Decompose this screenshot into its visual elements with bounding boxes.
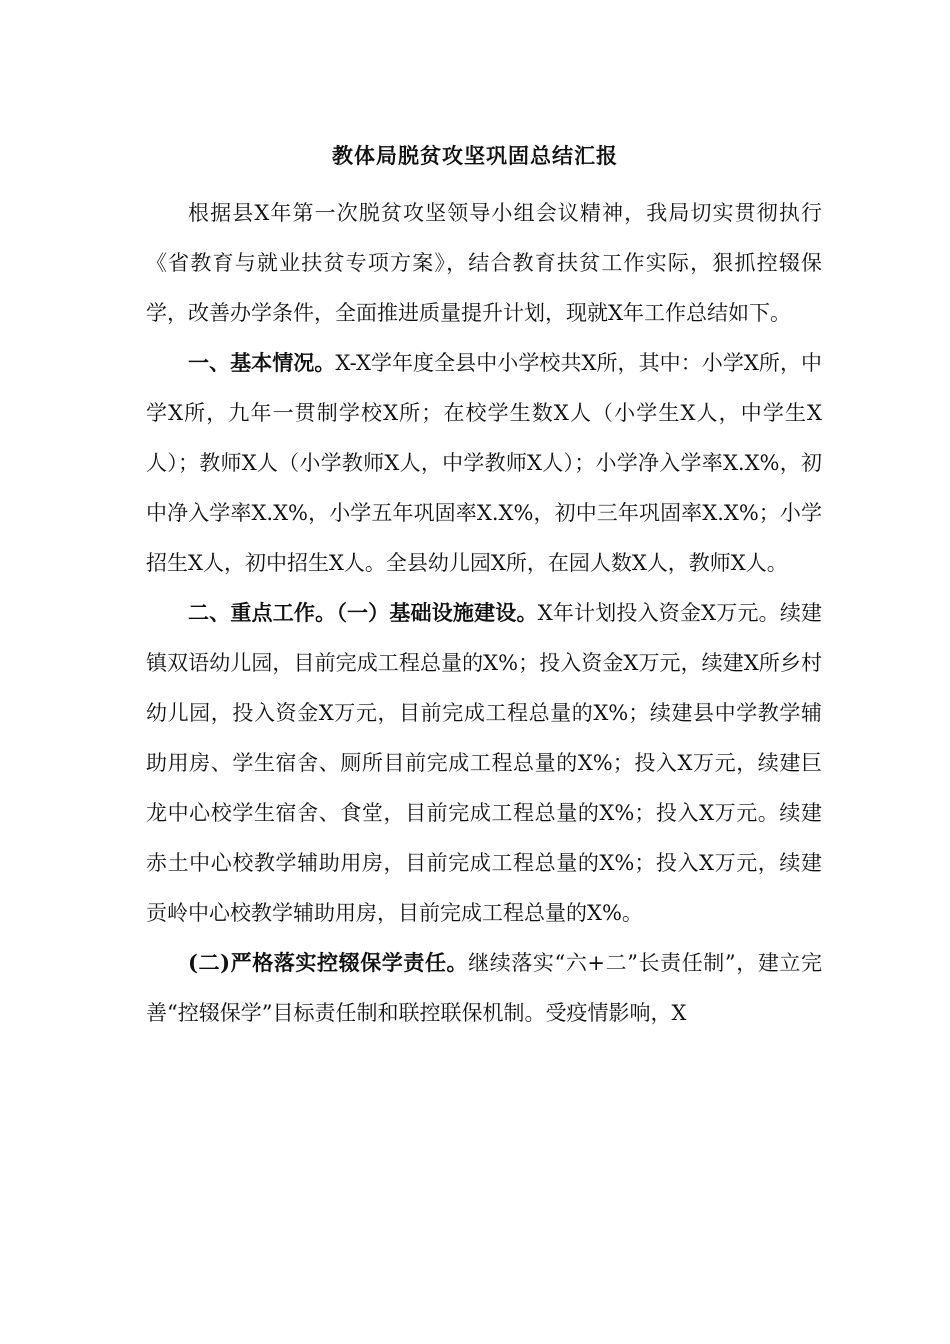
document-body	[146, 188, 822, 1038]
section2-sub2-paragraph	[146, 938, 822, 1038]
section2-sub1-text: X年计划投入资金X万元。续建镇双语幼儿园，目前完成工程总量的X%；投入资金X万元，续建X所乡村幼儿园，投入资金X万元，目前完成工程总量的X%；续建县中学教学辅助用房、学生宿舍、厕所目前完成工程总量的X%；投入X万元，续建巨龙中心校学生宿舍、食堂，目前完成工程总量的X%；投入X万元。续建赤土中心校教学辅助用房，目前完成工程总量的X%；投入X万元，续建贡岭中心校教学辅助用房，目前完成工程总量的X%。	[146, 601, 823, 925]
intro-paragraph: 根据县X年第一次脱贫攻坚领导小组会议精神，我局切实贯彻执行《省教育与就业扶贫专项方案》，结合教育扶贫工作实际，狠抓控辍保学，改善办学条件，全面推进质量提升计划，现就X年工作总结如下。	[146, 201, 822, 325]
section1-heading: 一、基本情况。	[188, 350, 336, 375]
section2-paragraph	[146, 588, 822, 938]
section2-sub2-heading: (二)严格落实控辍保学责任。	[188, 950, 469, 975]
section2-sub2-text: 继续落实“六+二”长责任制”，建立完善“控辍保学”目标责任制和联控联保机制。受疫情影响，X	[146, 951, 823, 1025]
section1-text: X-X学年度全县中小学校共X所，其中：小学X所，中学X所，九年一贯制学校X所；在校学生数X人（小学生X人，中学生X人）；教师X人（小学教师X人，中学教师X人）；小学净入学率X.X%，初中净入学率X.X%，小学五年巩固率X.X%，初中三年巩固率X.X%；小学招生X人，初中招生X人。全县幼儿园X所，在园人数X人，教师X人。	[146, 351, 822, 575]
section2-heading: 二、重点工作。	[188, 600, 337, 625]
section1-paragraph	[146, 338, 822, 588]
section2-sub1-heading: （一）基础设施建设。	[336, 600, 538, 625]
document-title: 教体局脱贫攻坚巩固总结汇报	[332, 143, 618, 168]
